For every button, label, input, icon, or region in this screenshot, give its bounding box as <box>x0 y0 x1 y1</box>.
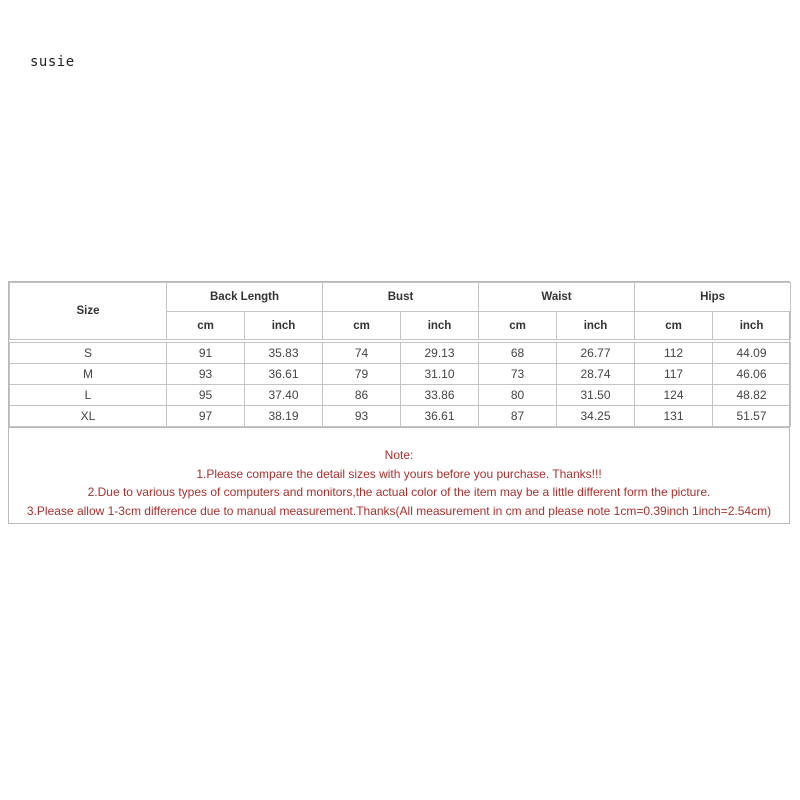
note-line: 1.Please compare the detail sizes with yours before you purchase. Thanks!!! <box>196 466 602 481</box>
size-table <box>9 282 791 427</box>
value-cell: 31.10 <box>401 364 479 385</box>
value-cell: 97 <box>167 406 245 427</box>
unit-inch-header: inch <box>713 312 791 340</box>
back-length-header: Back Length <box>167 283 323 312</box>
value-cell: 93 <box>167 364 245 385</box>
unit-inch-header: inch <box>401 312 479 340</box>
value-cell: 48.82 <box>713 385 791 406</box>
value-cell: 131 <box>635 406 713 427</box>
unit-inch-header: inch <box>557 312 635 340</box>
waist-header: Waist <box>479 283 635 312</box>
value-cell: 28.74 <box>557 364 635 385</box>
value-cell: 29.13 <box>401 343 479 364</box>
value-cell: 80 <box>479 385 557 406</box>
unit-cm-header: cm <box>479 312 557 340</box>
value-cell: 35.83 <box>245 343 323 364</box>
value-cell: 68 <box>479 343 557 364</box>
notes-title: Note: <box>384 448 414 462</box>
unit-cm-header: cm <box>323 312 401 340</box>
value-cell: 93 <box>323 406 401 427</box>
size-cell: XL <box>10 406 167 427</box>
value-cell: 91 <box>167 343 245 364</box>
value-cell: 51.57 <box>713 406 791 427</box>
notes-section <box>9 427 789 523</box>
value-cell: 34.25 <box>557 406 635 427</box>
value-cell: 44.09 <box>713 343 791 364</box>
value-cell: 112 <box>635 343 713 364</box>
size-cell: M <box>10 364 167 385</box>
unit-cm-header: cm <box>167 312 245 340</box>
note-line: 2.Due to various types of computers and monitors,the actual color of the item may be a little different form the picture. <box>87 485 711 499</box>
value-cell: 26.77 <box>557 343 635 364</box>
value-cell: 79 <box>323 364 401 385</box>
value-cell: 87 <box>479 406 557 427</box>
value-cell: 46.06 <box>713 364 791 385</box>
size-chart <box>8 281 790 524</box>
value-cell: 74 <box>323 343 401 364</box>
unit-inch-header: inch <box>245 312 323 340</box>
unit-cm-header: cm <box>635 312 713 340</box>
size-cell: L <box>10 385 167 406</box>
table-row <box>10 364 791 385</box>
value-cell: 73 <box>479 364 557 385</box>
value-cell: 117 <box>635 364 713 385</box>
value-cell: 36.61 <box>245 364 323 385</box>
table-row <box>10 385 791 406</box>
table-row <box>10 406 791 427</box>
size-cell: S <box>10 343 167 364</box>
value-cell: 124 <box>635 385 713 406</box>
value-cell: 33.86 <box>401 385 479 406</box>
note-line: 3.Please allow 1-3cm difference due to manual measurement.Thanks(All measurement in cm and please note 1cm=0.39inch 1inch=2.54cm) <box>26 503 772 518</box>
value-cell: 95 <box>167 385 245 406</box>
table-row <box>10 343 791 364</box>
value-cell: 31.50 <box>557 385 635 406</box>
value-cell: 38.19 <box>245 406 323 427</box>
brand-watermark: susie <box>30 54 75 70</box>
value-cell: 36.61 <box>401 406 479 427</box>
value-cell: 37.40 <box>245 385 323 406</box>
value-cell: 86 <box>323 385 401 406</box>
bust-header: Bust <box>323 283 479 312</box>
hips-header: Hips <box>635 283 791 312</box>
size-column-header: Size <box>10 283 167 340</box>
